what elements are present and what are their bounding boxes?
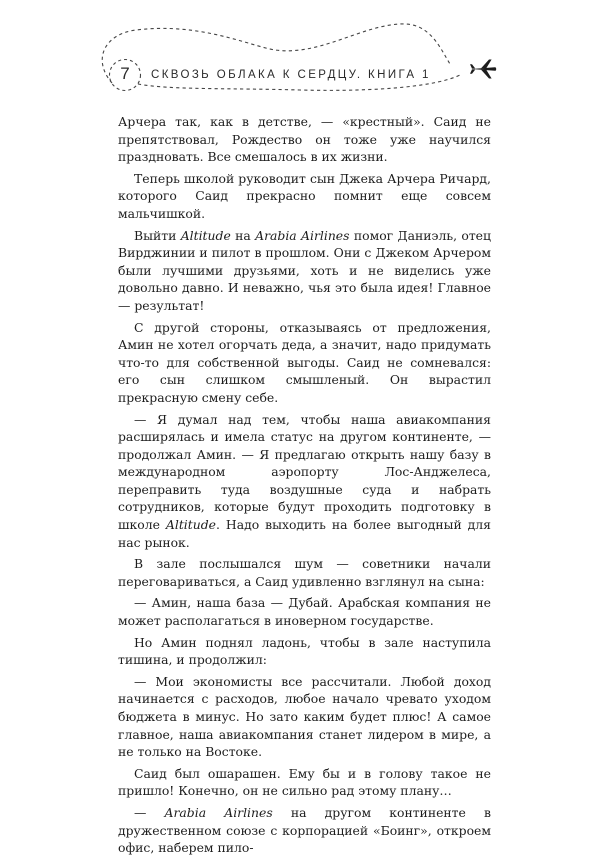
paragraph	[118, 765, 491, 800]
running-title: СКВОЗЬ ОБЛАКА К СЕРДЦУ. КНИГА 1	[151, 69, 431, 81]
italic-text: Arabia Airlines	[255, 227, 350, 243]
paragraph	[118, 673, 491, 761]
italic-text: Altitude	[180, 227, 231, 243]
text-run: на другом континенте в дружественном союзе с корпорацией «Боинг», откроем офис, наберем пило-	[118, 804, 491, 856]
text-run: на	[230, 227, 256, 243]
text-run: помог Даниэль, отец Вирджинии и пилот в прошлом. Они с Джеком Арчером были лучшими друзьями, хоть и не виделись уже довольно давно. И неважно, чья это была идея! Главное — результат!	[118, 227, 491, 313]
paragraph	[118, 634, 491, 669]
page-header	[0, 0, 600, 110]
paragraph	[118, 227, 491, 315]
text-run: —	[134, 804, 165, 820]
body-text	[118, 113, 491, 861]
paragraph	[118, 113, 491, 166]
text-run: В зале послышался шум — советники начали переговариваться, а Саид удивленно взглянул на сына:	[118, 556, 491, 589]
airplane-icon	[469, 58, 497, 80]
text-run: С другой стороны, отказываясь от предложения, Амин не хотел огорчать деда, а значит, надо придумать что-то для собственной выгоды. Саид не сомневался: его сын слишком смышленый. Он вырастил прекрасную смену себе.	[118, 319, 491, 405]
paragraph	[118, 411, 491, 552]
paragraph	[118, 804, 491, 857]
italic-text: Arabia Airlines	[164, 804, 273, 820]
paragraph	[118, 319, 491, 407]
paragraph	[118, 555, 491, 590]
text-run: — Мои экономисты все рассчитали. Любой доход начинается с расходов, любое начало чревато уходом бюджета в минус. Но зато каким будет плюс! А самое главное, наша авиакомпания станет лидером в мире, а не только на Востоке.	[118, 673, 491, 760]
page-number: 7	[120, 64, 130, 83]
text-run: Выйти	[134, 227, 181, 243]
text-run: Арчера так, как в детстве, — «крестный». Саид не препятствовал, Рождество он тоже уже научился праздновать. Все смешалось в их жизни.	[118, 114, 491, 165]
text-run: — Амин, наша база — Дубай. Арабская компания не может располагаться в иноверном государстве.	[118, 595, 491, 629]
text-run: Но Амин поднял ладонь, чтобы в зале наступила тишина, и продолжил:	[118, 634, 491, 668]
text-run: . Надо выходить на более выгодный для нас рынок.	[118, 517, 491, 550]
italic-text: Altitude	[165, 517, 216, 533]
text-run: — Я думал над тем, чтобы наша авиакомпания расширялась и имела статус на другом континенте, — продолжал Амин. — Я предлагаю открыть нашу базу в международном аэропорту Лос-Анджелеса, переправить туда воздушные суда и набрать сотрудников, которые будут проходить подготовку в школе	[118, 411, 491, 533]
flight-path-decoration	[0, 0, 600, 110]
paragraph	[118, 594, 491, 629]
text-run: Теперь школой руководит сын Джека Арчера Ричард, которого Саид прекрасно помнит еще совсем мальчишкой.	[118, 170, 491, 221]
paragraph	[118, 170, 491, 223]
text-run: Саид был ошарашен. Ему бы и в голову такое не пришло! Конечно, он не сильно рад этому плану…	[118, 765, 491, 799]
